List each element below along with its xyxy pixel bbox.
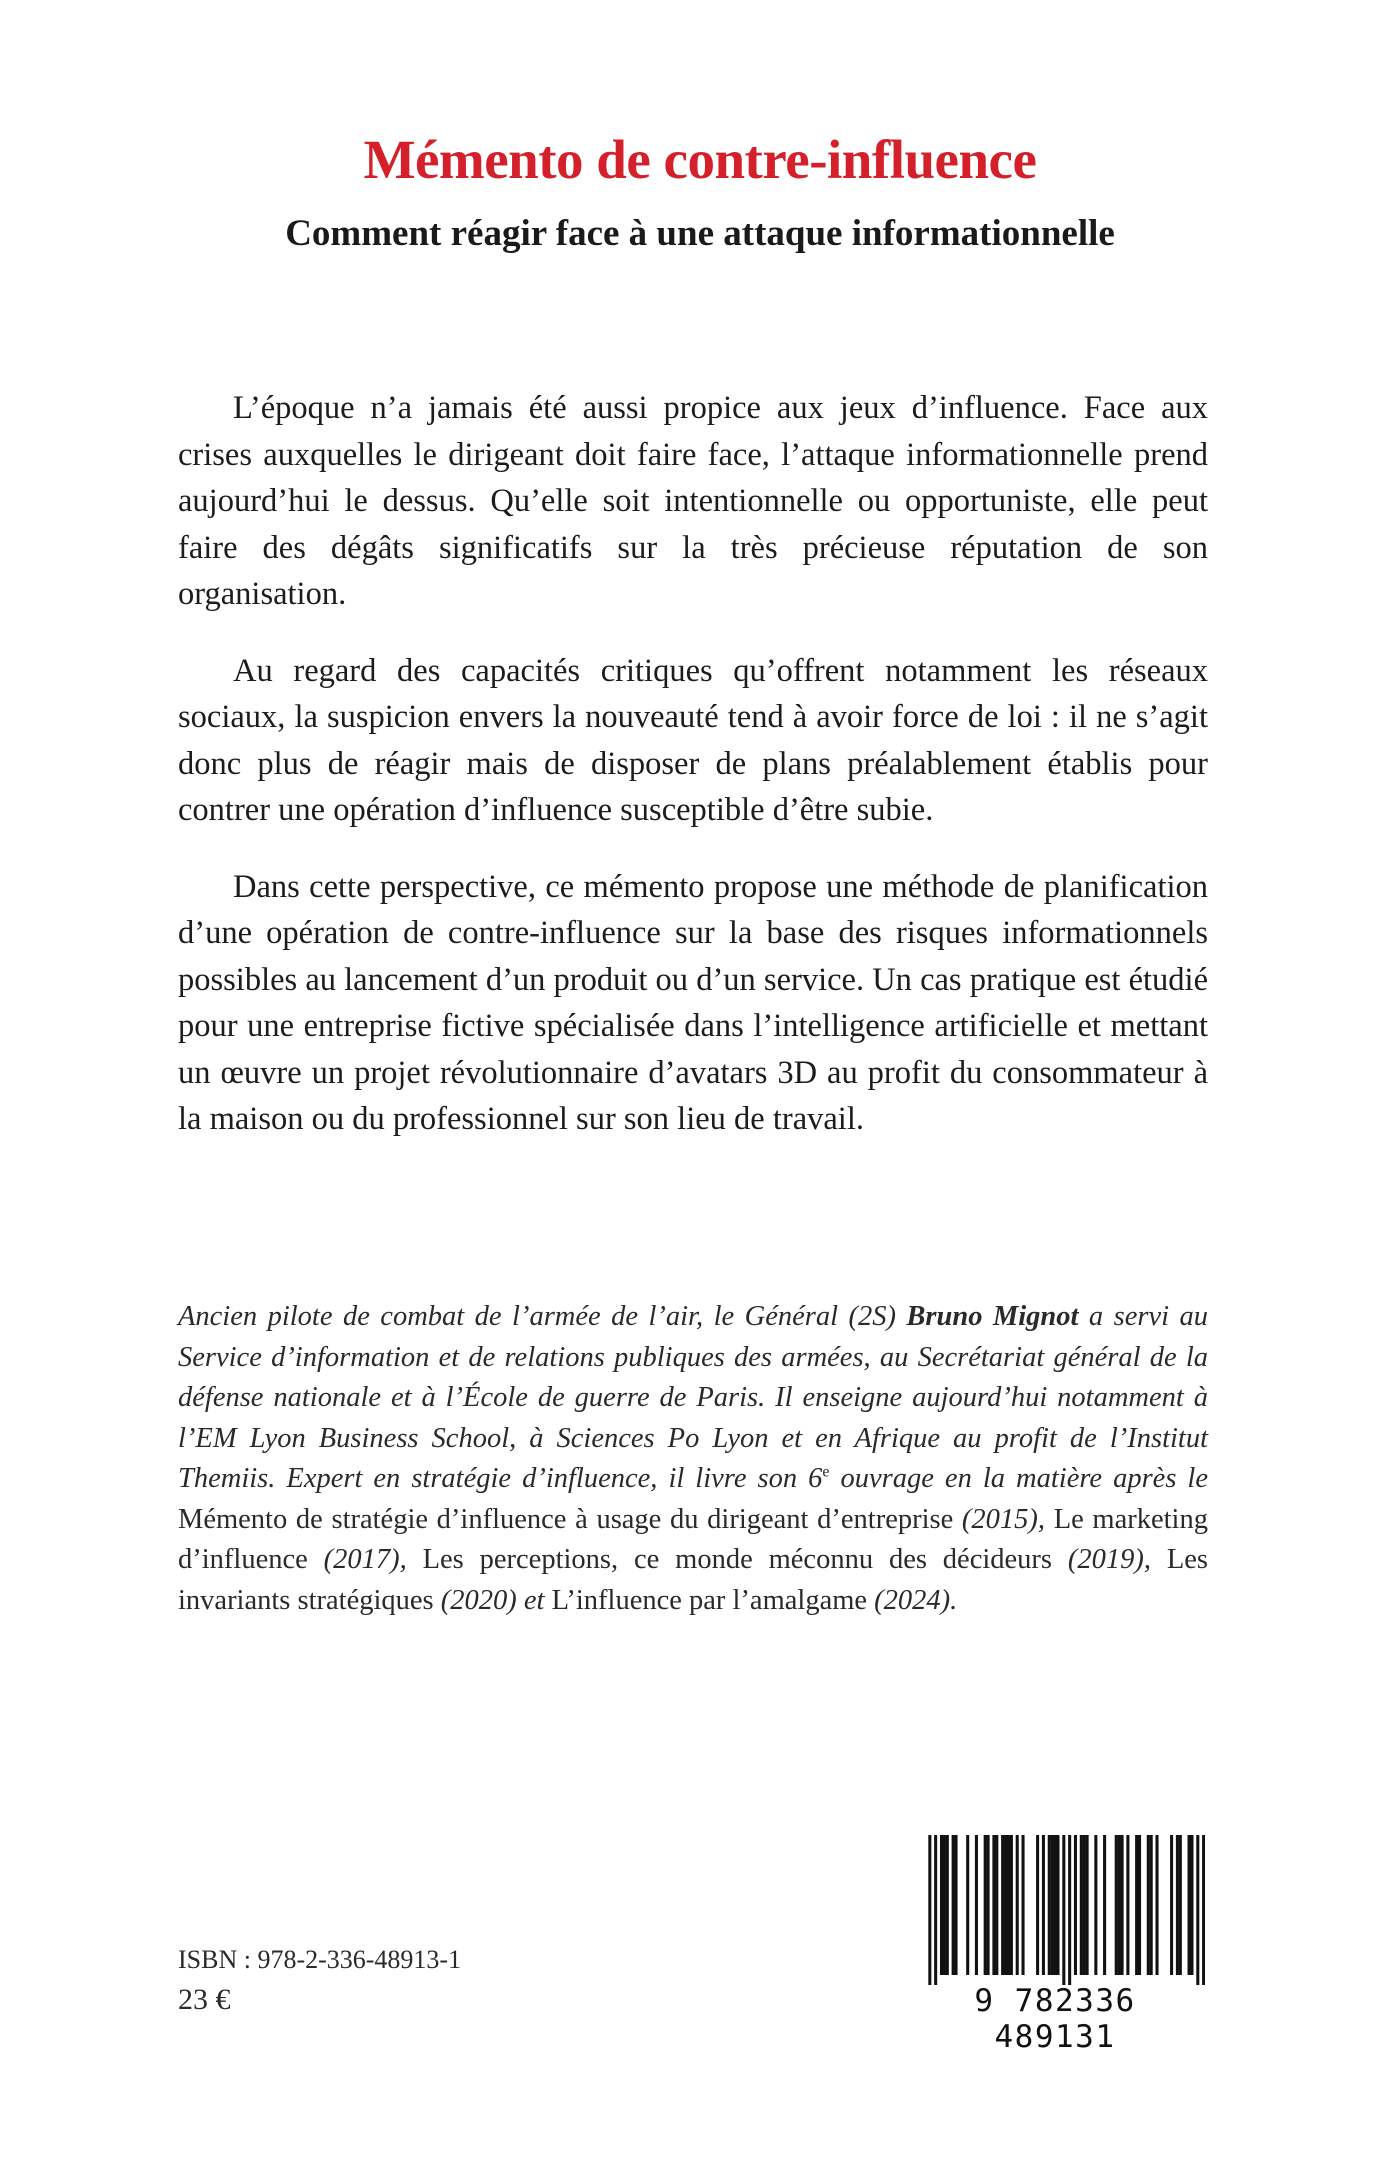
barcode-bar	[952, 1835, 955, 1975]
bio-text: ouvrage en la matière après le	[829, 1463, 1209, 1494]
blurb-paragraph: Dans cette perspective, ce mémento propose une méthode de planification d’une opération de contre-influence sur la base des risques informationnels possibles au lancement d’un produit ou d’un service. Un cas pratique est étudié pour une entreprise fictive spécialisée dans l’intelligence artificielle et mettant un œuvre un projet révolutionnaire d’avatars 3D au profit du consommateur à la maison ou du professionnel sur son lieu de travail.	[178, 868, 1208, 1137]
blurb-paragraph: Au regard des capacités critiques qu’offrent notamment les réseaux sociaux, la suspicion envers la nouveauté tend à avoir force de loi : il ne s’agit donc plus de réagir mais de disposer de plans préalablement établis pour contrer une opération d’influence susceptible d’être subie.	[178, 652, 1208, 828]
book-year: (2019),	[1052, 1544, 1167, 1575]
book-reference: L’influence par l’amalgame	[551, 1584, 868, 1616]
barcode-bar	[1126, 1835, 1129, 1975]
barcode-bar	[1068, 1835, 1071, 1985]
book-reference: Le marketing d’influence	[178, 1503, 1208, 1575]
barcode-bar	[1135, 1835, 1138, 1975]
book-title: Mémento de contre-influence	[363, 129, 1037, 190]
barcode-bar	[1170, 1835, 1173, 1975]
barcode-bar	[1022, 1835, 1025, 1975]
barcode-bar	[1155, 1835, 1158, 1975]
barcode-bar	[1016, 1835, 1019, 1975]
book-reference: Mémento de stratégie d’influence à usage du dirigeant d’entreprise	[178, 1503, 954, 1535]
barcode-bar	[1150, 1835, 1153, 1975]
barcode-bar	[1190, 1835, 1193, 1975]
barcode-bar	[1118, 1835, 1121, 1975]
barcode-bar	[1036, 1835, 1039, 1975]
barcode-bar	[1176, 1835, 1179, 1975]
barcode-bar	[1115, 1835, 1118, 1975]
barcode	[905, 1835, 1205, 2055]
barcode-bar	[928, 1835, 931, 1985]
barcode-bar	[946, 1835, 949, 1975]
barcode-bar	[975, 1835, 978, 1975]
barcode-bar	[1121, 1835, 1124, 1975]
barcode-digits: 9 782336 489131	[974, 1983, 1136, 2055]
ordinal-superscript: e	[822, 1463, 830, 1481]
barcode-bar	[1054, 1835, 1057, 1975]
barcode-bar	[987, 1835, 990, 1975]
barcode-bar	[1042, 1835, 1045, 1975]
barcode-bar	[1062, 1835, 1065, 1985]
barcode-bars	[905, 1835, 1205, 1985]
isbn-label: ISBN : 978-2-336-48913-1	[178, 1945, 462, 1974]
barcode-bar	[1094, 1835, 1097, 1975]
barcode-bar	[1196, 1835, 1199, 1985]
book-year: (2024).	[867, 1584, 958, 1616]
barcode-bar	[1004, 1835, 1007, 1975]
blurb	[178, 385, 1208, 1173]
barcode-bar	[1007, 1835, 1010, 1975]
author-bio	[178, 1297, 1208, 1621]
price-label: 23 €	[178, 1983, 231, 2016]
barcode-bar	[934, 1835, 937, 1985]
bio-text: a servi au Service d’information et de relations publiques des armées, au Secrétariat général de la défense nationale et à l’École de guerre de Paris. Il enseigne aujourd’hui notamment à l’EM Lyon Business School, à Sciences Po Lyon et en Afrique au profit de l’Institut Themiis. Expert en stratégie d’influence, il livre son 6	[178, 1301, 1208, 1494]
book-reference: Les invariants stratégiques	[178, 1544, 1208, 1616]
barcode-bar	[1179, 1835, 1182, 1975]
barcode-bar	[943, 1835, 946, 1975]
barcode-bar	[1080, 1835, 1083, 1975]
barcode-bar	[1001, 1835, 1004, 1975]
barcode-bar	[1051, 1835, 1054, 1975]
bio-intro: Ancien pilote de combat de l’armée de l’air, le Général (2S)	[178, 1301, 907, 1332]
barcode-bar	[992, 1835, 995, 1975]
barcode-bar	[1074, 1835, 1077, 1975]
author-name: Bruno Mignot	[906, 1301, 1079, 1332]
barcode-bar	[955, 1835, 958, 1975]
barcode-bar	[940, 1835, 943, 1975]
barcode-bar	[984, 1835, 987, 1975]
barcode-bar	[1138, 1835, 1141, 1975]
barcode-bar	[1083, 1835, 1086, 1975]
barcode-bar	[1086, 1835, 1089, 1975]
barcode-bar	[1056, 1835, 1059, 1975]
barcode-bar	[1103, 1835, 1106, 1975]
book-reference: Les perceptions, ce monde méconnu des décideurs	[422, 1544, 1052, 1575]
book-year: (2015),	[953, 1503, 1054, 1535]
blurb-paragraph: L’époque n’a jamais été aussi propice aux jeux d’influence. Face aux crises auxquelles le dirigeant doit faire face, l’attaque informationnelle prend aujourd’hui le dessus. Qu’elle soit intentionnelle ou opportuniste, elle peut faire des dégâts significatifs sur la très précieuse réputation de son organisation.	[178, 390, 1208, 612]
barcode-bar	[995, 1835, 998, 1975]
barcode-bar	[1147, 1835, 1150, 1975]
book-year: (2017),	[307, 1544, 423, 1575]
barcode-bar	[1048, 1835, 1051, 1975]
barcode-bar	[1010, 1835, 1013, 1975]
book-year: (2020) et	[433, 1584, 552, 1616]
barcode-bar	[1202, 1835, 1205, 1985]
book-subtitle: Comment réagir face à une attaque informationnelle	[285, 213, 1115, 254]
barcode-bar	[1188, 1835, 1191, 1975]
barcode-bar	[966, 1835, 969, 1975]
